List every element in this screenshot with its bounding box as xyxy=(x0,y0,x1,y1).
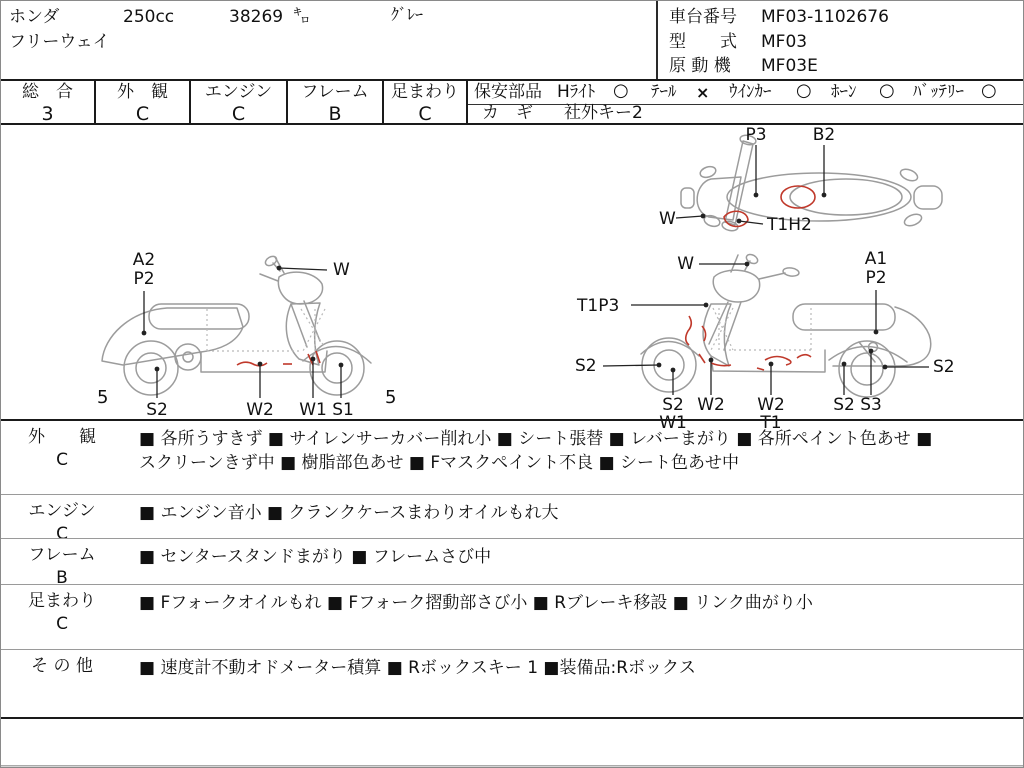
safety-item-headlight: Hﾗｲﾄ xyxy=(557,82,596,102)
mileage-value: 38269 xyxy=(229,7,284,27)
label-p3: P3 xyxy=(745,127,767,145)
condition-line: スクリーンきず中 ■ 樹脂部色あせ ■ Fマスクペイント不良 ■ シート色あせ中 xyxy=(139,453,740,473)
grade-value: C xyxy=(418,103,432,126)
key-row xyxy=(468,105,1024,123)
grade-value: 3 xyxy=(41,103,54,126)
label-s3: S3 xyxy=(860,395,882,415)
label-w-top: W xyxy=(659,209,676,229)
mileage-unit: ㌔ xyxy=(293,7,310,27)
safety-parts-row xyxy=(468,81,1024,105)
status-battery: ○ xyxy=(981,80,997,101)
grade-label: フレーム xyxy=(301,82,369,102)
label-t1p3: T1P3 xyxy=(577,296,620,316)
condition-row-undercarriage xyxy=(1,584,1024,649)
diagram-left-view xyxy=(87,251,422,429)
engine-code-row xyxy=(669,56,818,77)
condition-notes xyxy=(139,427,1015,475)
grade-cell-engine xyxy=(191,81,288,126)
condition-grade: C xyxy=(56,450,68,470)
safety-parts-box xyxy=(468,81,1024,123)
condition-table xyxy=(1,419,1024,719)
safety-item-battery: ﾊﾞｯﾃﾘｰ xyxy=(913,82,964,102)
label-s2-rear: S2 xyxy=(933,357,955,377)
condition-row-exterior xyxy=(1,421,1024,494)
model-code-value: MF03 xyxy=(761,32,808,52)
label-w-right: W xyxy=(677,254,694,274)
engine-code-value: MF03E xyxy=(761,56,818,76)
label-s2-left: S2 xyxy=(146,400,168,420)
label-s2-fw: S2 xyxy=(662,395,684,415)
grade-value: B xyxy=(328,103,342,126)
condition-label: 外 観 xyxy=(28,427,96,447)
chassis-label: 車台番号 xyxy=(669,7,737,27)
label-w1-left: W1 xyxy=(299,400,327,420)
label-s2-r: S2 xyxy=(833,395,855,415)
safety-parts-title: 保安部品 xyxy=(474,82,542,102)
grade-label: エンジン xyxy=(204,82,273,102)
status-horn: ○ xyxy=(879,80,895,101)
label-w2-a: W2 xyxy=(697,395,725,415)
chassis-row xyxy=(669,7,889,28)
grade-label: 足まわり xyxy=(391,82,459,102)
label-s1-left: S1 xyxy=(332,400,354,420)
label-p2-right: P2 xyxy=(865,268,887,288)
status-headlight: ○ xyxy=(613,80,629,101)
grade-label: 総 合 xyxy=(22,82,73,102)
model-code-label: 型 式 xyxy=(669,32,737,52)
status-tail: × xyxy=(696,83,710,102)
condition-line: ■ センタースタンドまがり ■ フレームさび中 xyxy=(139,547,492,567)
label-b2: B2 xyxy=(812,127,836,145)
displacement: 250cc xyxy=(123,7,175,27)
grade-cell-frame xyxy=(288,81,384,126)
key-label: カ ギ xyxy=(482,103,533,123)
model-name: フリーウェイ xyxy=(9,32,110,52)
condition-line: ■ Fフォークオイルもれ ■ Fフォーク摺動部さび小 ■ Rブレーキ移設 ■ リンク曲がり小 xyxy=(139,593,813,613)
model-code-row xyxy=(669,32,807,53)
key-value: 社外キー2 xyxy=(564,103,643,123)
condition-label: フレーム xyxy=(28,545,96,565)
label-p2-left: P2 xyxy=(133,269,155,289)
header-divider xyxy=(656,1,658,79)
grade-cell-exterior xyxy=(96,81,191,126)
condition-row-engine xyxy=(1,494,1024,544)
condition-grade: B xyxy=(56,568,68,588)
grade-value: C xyxy=(231,103,246,126)
label-a1: A1 xyxy=(864,250,888,269)
label-s2-front: S2 xyxy=(575,356,597,376)
condition-grade: C xyxy=(56,524,68,544)
condition-line: ■ 各所うすきず ■ サイレンサーカバー削れ小 ■ シート張替 ■ レバーまがり ■ 各所ペイント色あせ ■ xyxy=(139,429,933,449)
label-tread-left: 5 xyxy=(97,387,109,408)
condition-line: ■ 速度計不動オドメーター積算 ■ Rボックスキー 1 ■装備品:Rボックス xyxy=(139,658,696,678)
condition-label: 足まわり xyxy=(28,591,96,611)
body-color: ｸﾞﾚｰ xyxy=(391,5,424,24)
condition-notes xyxy=(139,501,1015,525)
label-t1h2: T1H2 xyxy=(767,215,812,235)
chassis-number: MF03-1102676 xyxy=(761,7,889,27)
condition-grade: C xyxy=(56,614,68,634)
condition-line: ■ エンジン音小 ■ クランクケースまわりオイルもれ大 xyxy=(139,503,559,523)
diagram-right-view xyxy=(561,250,985,430)
grade-strip xyxy=(1,79,1024,125)
label-a2: A2 xyxy=(132,251,156,270)
condition-notes xyxy=(139,591,1015,615)
safety-item-winker: ｳｲﾝｶｰ xyxy=(729,82,772,102)
condition-row-frame xyxy=(1,538,1024,588)
safety-item-tail: ﾃｰﾙ xyxy=(651,82,677,102)
grade-label: 外 観 xyxy=(117,82,168,102)
label-w2-b: W2 xyxy=(757,395,785,415)
grade-value: C xyxy=(135,103,150,126)
diagram-top-view xyxy=(651,127,966,243)
label-w1-right: W1 xyxy=(659,413,687,430)
label-tread-right: 5 xyxy=(385,387,397,408)
condition-notes xyxy=(139,656,1015,680)
status-winker: ○ xyxy=(796,80,812,101)
condition-notes xyxy=(139,545,1015,569)
safety-item-horn: ﾎｰﾝ xyxy=(831,82,857,102)
bottom-heavy-rule xyxy=(1,717,1023,719)
grade-cell-overall xyxy=(1,81,96,126)
label-t1: T1 xyxy=(760,413,782,430)
condition-row-other xyxy=(1,649,1024,719)
condition-label: そ の 他 xyxy=(31,656,93,676)
damage-marks-red xyxy=(237,351,320,366)
condition-label: エンジン xyxy=(28,501,96,521)
engine-code-label: 原 動 機 xyxy=(669,56,731,76)
label-w-left: W xyxy=(333,260,350,280)
grade-cell-undercarriage xyxy=(384,81,468,126)
maker-name: ホンダ xyxy=(9,7,60,27)
label-w2-left: W2 xyxy=(246,400,274,420)
